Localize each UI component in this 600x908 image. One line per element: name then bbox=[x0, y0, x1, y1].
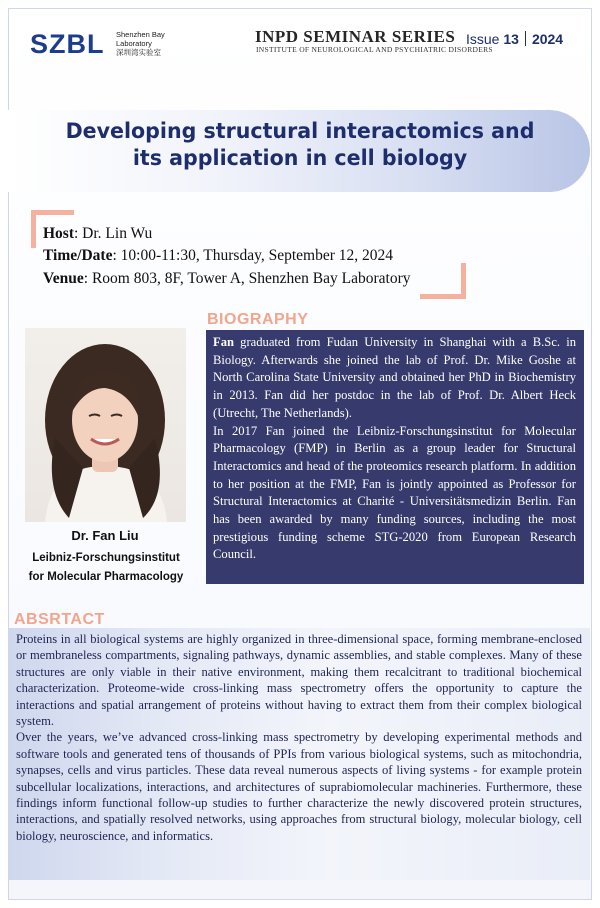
venue-line bbox=[43, 270, 411, 288]
issue-label: Issue bbox=[466, 31, 500, 47]
logo-subtitle bbox=[116, 30, 206, 57]
abstract-heading: ABSRTACT bbox=[14, 611, 105, 628]
time-line bbox=[43, 247, 393, 265]
affiliation-line1: Leibniz-Forschungsinstitut bbox=[32, 552, 180, 564]
logo-sub-cn: 深圳湾实验室 bbox=[116, 48, 161, 57]
speaker-affiliation bbox=[16, 549, 196, 587]
issue-badge bbox=[466, 31, 563, 47]
series-title: INPD SEMINAR SERIES bbox=[255, 27, 456, 46]
venue-value: : Room 803, 8F, Tower A, Shenzhen Bay Laboratory bbox=[83, 270, 411, 287]
talk-title-line2: its application in cell biology bbox=[132, 146, 468, 170]
biography-lead: Fan bbox=[213, 335, 234, 349]
venue-label: Venue bbox=[43, 270, 84, 287]
abstract-paragraph-1: Proteins in all biological systems are highly organized in three-dimensional space, forming membrane-enclosed or membraneless compartments, signaling pathways, dynamic assemblies, and stable complexes. Many of these structures are only viable in their native environment, making them recalcitrant to traditional biochemical characterization. Proteome-wide cross-linking mass spectrometry offers the opportunity to capture the interactions and spatial arrangement of proteins without having to extract them from their complex biological system. bbox=[16, 632, 582, 729]
biography-box bbox=[206, 330, 584, 584]
speaker-photo bbox=[25, 328, 186, 522]
abstract-box bbox=[9, 628, 590, 880]
biography-paragraph-1 bbox=[213, 334, 576, 423]
talk-title-line1: Developing structural interactomics and bbox=[65, 119, 535, 143]
talk-title bbox=[45, 118, 555, 172]
logo-sub-line2: Laboratory bbox=[116, 39, 152, 48]
host-value: : Dr. Lin Wu bbox=[74, 225, 153, 242]
szbl-logo: SZBL bbox=[30, 29, 105, 59]
biography-heading: BIOGRAPHY bbox=[207, 311, 309, 328]
series-subtitle: INSTITUTE OF NEUROLOGICAL AND PSYCHIATRIC DISORDERS bbox=[256, 45, 493, 54]
bracket-bottom-right bbox=[420, 263, 466, 299]
issue-number: 13 bbox=[503, 31, 519, 47]
time-label: Time/Date bbox=[43, 247, 113, 264]
biography-paragraph-2: In 2017 Fan joined the Leibniz-Forschungsinstitut for Molecular Pharmacology (FMP) in Berlin as a group leader for Structural Interactomics and head of the proteomics research platform. In addition to her position at the FMP, Fan is jointly appointed as Professor for Structural Interactomics at Charité - Universitätsmedizin Berlin. Fan has been awarded by many funding sources, including the most prestigious funding scheme STG-2020 from European Research Council. bbox=[213, 423, 576, 562]
logo-sub-line1: Shenzhen Bay bbox=[116, 30, 165, 39]
issue-divider bbox=[525, 31, 526, 46]
speaker-portrait-illustration bbox=[25, 328, 186, 522]
abstract-paragraph-2: Over the years, we’ve advanced cross-linking mass spectrometry by developing experimental methods and software tools and generated tens of thousands of PPIs from various biological systems, such as mitochondria, synapses, cells and virus particles. These data reveal numerous aspects of living systems - for example protein subcellular localizations, interactions, and architectures of suprabiomolecular machineries. Furthermore, these findings inform functional follow-up studies to further characterize the newly discovered protein structures, interactions, and spatially resolved networks, using approaches from structural biology, molecular biology, cell biology, neuroscience, and informatics. bbox=[16, 730, 582, 843]
time-value: : 10:00-11:30, Thursday, September 12, 2024 bbox=[112, 247, 393, 264]
issue-year: 2024 bbox=[531, 31, 564, 47]
biography-para1-text: graduated from Fudan University in Shanghai with a B.Sc. in Biology. Afterwards she joined the lab of Prof. Dr. Mike Goshe at North Carolina State University and obtained her PhD in Biochemistry in 2013. Fan did her postdoc in the lab of Prof. Dr. Albert Heck (Utrecht, The Netherlands). bbox=[213, 335, 576, 420]
affiliation-line2: for Molecular Pharmacology bbox=[28, 571, 184, 583]
host-label: Host bbox=[43, 225, 74, 242]
host-line bbox=[43, 225, 152, 243]
speaker-name: Dr. Fan Liu bbox=[71, 528, 139, 543]
